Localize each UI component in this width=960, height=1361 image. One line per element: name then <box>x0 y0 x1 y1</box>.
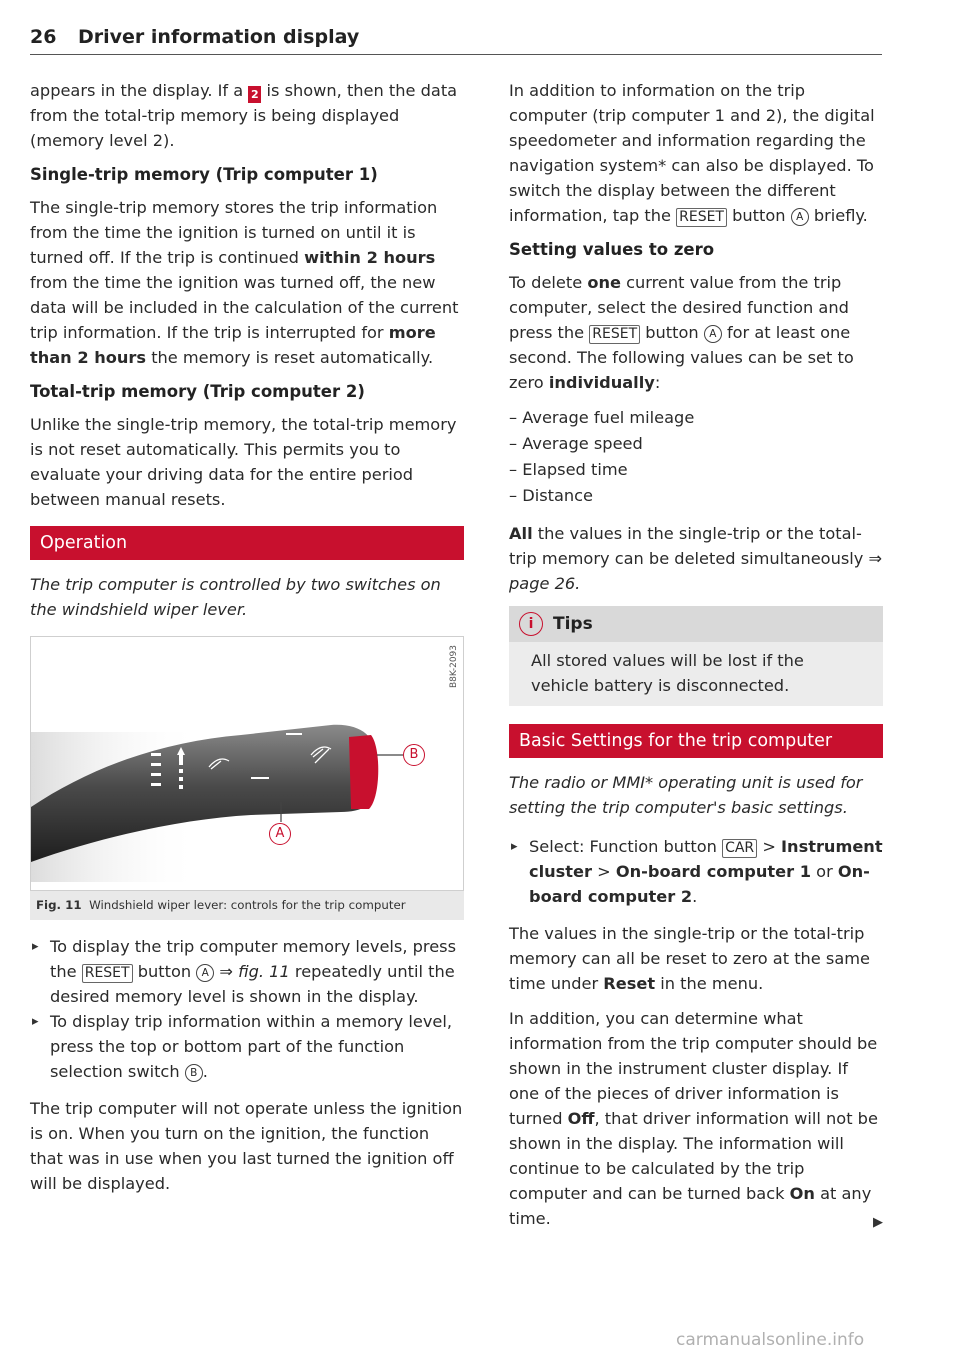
reset-key: RESET <box>589 325 640 344</box>
paragraph-reset-menu <box>509 921 883 996</box>
text: button <box>640 323 704 342</box>
text: ⇒ <box>214 962 239 981</box>
text: the memory is reset automatically. <box>146 348 434 367</box>
text: In addition, you can determine what information from the trip computer should be shown in the instrument cluster display. If one of the pieces of driver information is turned <box>509 1009 878 1128</box>
text: > <box>592 862 616 881</box>
menu-path-item: On-board computer 2 <box>529 862 870 906</box>
figure-code: B8K-2093 <box>449 645 459 689</box>
text: appears in the display. If a <box>30 81 249 100</box>
text: > <box>757 837 782 856</box>
heading-single-trip: Single-trip memory (Trip computer 1) <box>30 165 378 184</box>
text: In addition to information on the trip computer (trip computer 1 and 2), the digital speedometer and information regarding the navigation system* can also be displayed. To switch the display between the different information, tap the <box>509 81 875 225</box>
intro-basic-settings: The radio or MMI* operating unit is used for setting the trip computer's basic settings. <box>509 773 863 817</box>
paragraph-single-trip <box>30 195 464 370</box>
right-column <box>509 78 883 1241</box>
list-item: – Distance <box>509 486 594 505</box>
tips-title: Tips <box>553 614 593 634</box>
text: . <box>692 887 698 906</box>
page-reference[interactable]: ⇒ page 26. <box>509 549 883 593</box>
text: in the menu. <box>655 974 764 993</box>
text: To display trip information within a memory level, press the top or bottom part of the function selection switch <box>50 1012 453 1081</box>
left-column <box>30 78 464 1206</box>
figure-caption <box>30 891 464 920</box>
function-switch-b <box>349 735 378 809</box>
reset-key: RESET <box>676 208 727 227</box>
text: button <box>132 962 197 981</box>
reset-key: RESET <box>82 964 133 983</box>
figure-wiper-lever <box>30 636 464 891</box>
text: at any time. <box>509 1184 872 1228</box>
list-item: – Average fuel mileage <box>509 408 695 427</box>
continue-arrow-icon: ▶ <box>873 1215 883 1230</box>
instruction-select-function <box>509 834 883 909</box>
tips-body: All stored values will be lost if the vehicle battery is disconnected. <box>509 642 883 706</box>
select-instruction <box>509 834 883 909</box>
paragraph-display-options <box>509 1006 883 1231</box>
text: from the time the ignition was turned off, the new data will be included in the calculation of the current trip information. If the trip is interrupted for <box>30 273 459 342</box>
text: for at least one second. The following values can be set to zero <box>509 323 854 392</box>
text: or <box>811 862 838 881</box>
text: button <box>726 206 791 225</box>
text: the values in the single-trip or the total-trip memory can be deleted simultaneously <box>509 524 869 568</box>
text: Select: Function button <box>529 837 723 856</box>
paragraph-delete-all <box>509 521 883 596</box>
bold-text: more than 2 hours <box>30 323 436 367</box>
bold-text: All <box>509 524 533 543</box>
page-number: 26 <box>30 26 57 48</box>
text: To delete <box>509 273 588 292</box>
watermark: carmanualsonline.info <box>676 1330 865 1350</box>
text: : <box>654 373 661 392</box>
paragraph-additional-info <box>509 78 883 228</box>
intro-operation: The trip computer is controlled by two switches on the windshield wiper lever. <box>30 575 441 619</box>
page-header <box>30 24 882 55</box>
heading-total-trip: Total-trip memory (Trip computer 2) <box>30 382 365 401</box>
callout-a-inline: A <box>791 208 809 226</box>
callout-a: A <box>269 823 291 845</box>
text: The values in the single-trip or the total-trip memory can all be reset to zero at the same time under <box>509 924 870 993</box>
car-key: CAR <box>722 839 757 858</box>
text: current value from the trip computer, select the desired function and press the <box>509 273 849 342</box>
instruction-display-memory-levels <box>30 934 464 1009</box>
text: is shown, then the data from the total-trip memory is being displayed (memory level 2). <box>30 81 458 150</box>
paragraph-memory-level <box>30 78 464 153</box>
wiper-lever-illustration <box>31 637 463 890</box>
list-item: – Elapsed time <box>509 460 628 479</box>
callout-b: B <box>403 744 425 766</box>
instruction-list <box>30 934 464 1084</box>
text: , that driver information will not be shown in the display. The information will continue to be calculated by the trip computer and can be turned back <box>509 1109 878 1203</box>
info-icon: i <box>519 612 543 636</box>
menu-path-item: On-board computer 1 <box>615 862 812 881</box>
bold-text: Off <box>567 1109 595 1128</box>
bold-text: one <box>587 273 621 292</box>
instruction-display-trip-info <box>30 1009 464 1084</box>
paragraph-delete-one <box>509 270 883 395</box>
tips-header <box>509 606 883 642</box>
section-heading-operation: Operation <box>30 526 464 560</box>
paragraph-total-trip: Unlike the single-trip memory, the total-trip memory is not reset automatically. This permits you to evaluate your driving data for the entire period between manual resets. <box>30 415 457 509</box>
paragraph-ignition: The trip computer will not operate unless the ignition is on. When you turn on the ignition, the function that was in use when you last turned the ignition off will be displayed. <box>30 1099 463 1193</box>
text: repeatedly until the desired memory level is shown in the display. <box>50 962 455 1006</box>
text: To display the trip computer memory levels, press the <box>50 937 457 981</box>
menu-path-item: Instrument cluster <box>529 837 883 881</box>
figure-reference[interactable]: fig. 11 <box>238 962 290 981</box>
bold-text: within 2 hours <box>304 248 436 267</box>
resettable-values-list <box>509 405 883 509</box>
text: . <box>202 1062 208 1081</box>
bold-text: On <box>789 1184 815 1203</box>
bold-text: Reset <box>603 974 656 993</box>
callout-a-inline: A <box>704 325 722 343</box>
list-item: – Average speed <box>509 434 643 453</box>
callout-a-inline: A <box>196 964 214 982</box>
bold-text: individually <box>548 373 655 392</box>
text: The single-trip memory stores the trip information from the time the ignition is turned on until it is turned off. If the trip is continued <box>30 198 438 267</box>
callout-b-inline: B <box>185 1064 203 1082</box>
caption-text: Windshield wiper lever: controls for the trip computer <box>89 898 406 912</box>
page-title: Driver information display <box>78 26 360 48</box>
heading-setting-zero: Setting values to zero <box>509 240 715 259</box>
caption-number: Fig. 11 <box>36 898 82 912</box>
text: briefly. <box>808 206 868 225</box>
memory-level-2-badge: 2 <box>248 86 261 103</box>
section-heading-basic-settings: Basic Settings for the trip computer <box>509 724 883 758</box>
